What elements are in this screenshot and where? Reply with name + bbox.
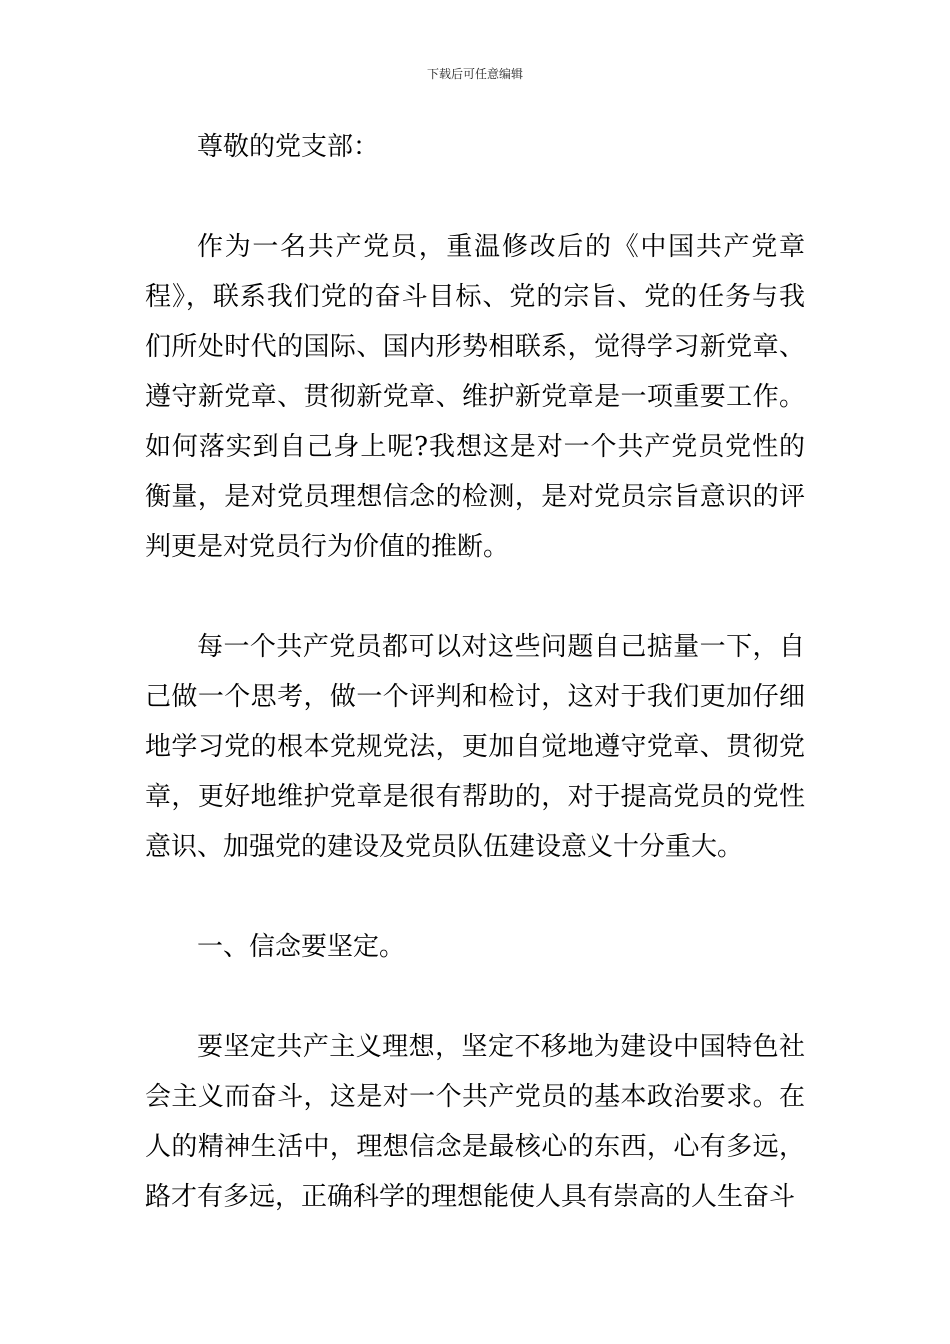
section-heading: 一、信念要坚定。 xyxy=(197,932,406,962)
page-header-note: 下载后可任意编辑 xyxy=(426,67,523,81)
paragraph-2: 每一个共产党员都可以对这些问题自己掂量一下，自己做一个思考，做一个评判和检讨，这对于我们更加仔细地学习党的根本党规党法，更加自觉地遵守党章、贯彻党章，更好地维护党章是很有帮助的，对于提高党员的党性意识、加强党的建设及党员队伍建设意义十分重大。 xyxy=(145,632,805,862)
greeting: 尊敬的党支部： xyxy=(197,132,380,162)
document-body xyxy=(145,122,805,1222)
section-paragraph: 要坚定共产主义理想，坚定不移地为建设中国特色社会主义而奋斗，这是对一个共产党员的基本政治要求。在人的精神生活中，理想信念是最核心的东西，心有多远，路才有多远，正确科学的理想能使人具有崇高的人生奋斗 xyxy=(145,1032,805,1212)
paragraph-1: 作为一名共产党员，重温修改后的《中国共产党章程》，联系我们党的奋斗目标、党的宗旨、党的任务与我们所处时代的国际、国内形势相联系，觉得学习新党章、遵守新党章、贯彻新党章、维护新党章是一项重要工作。如何落实到自己身上呢?我想这是对一个共产党员党性的衡量，是对党员理想信念的检测，是对党员宗旨意识的评判更是对党员行为价值的推断。 xyxy=(145,232,805,562)
